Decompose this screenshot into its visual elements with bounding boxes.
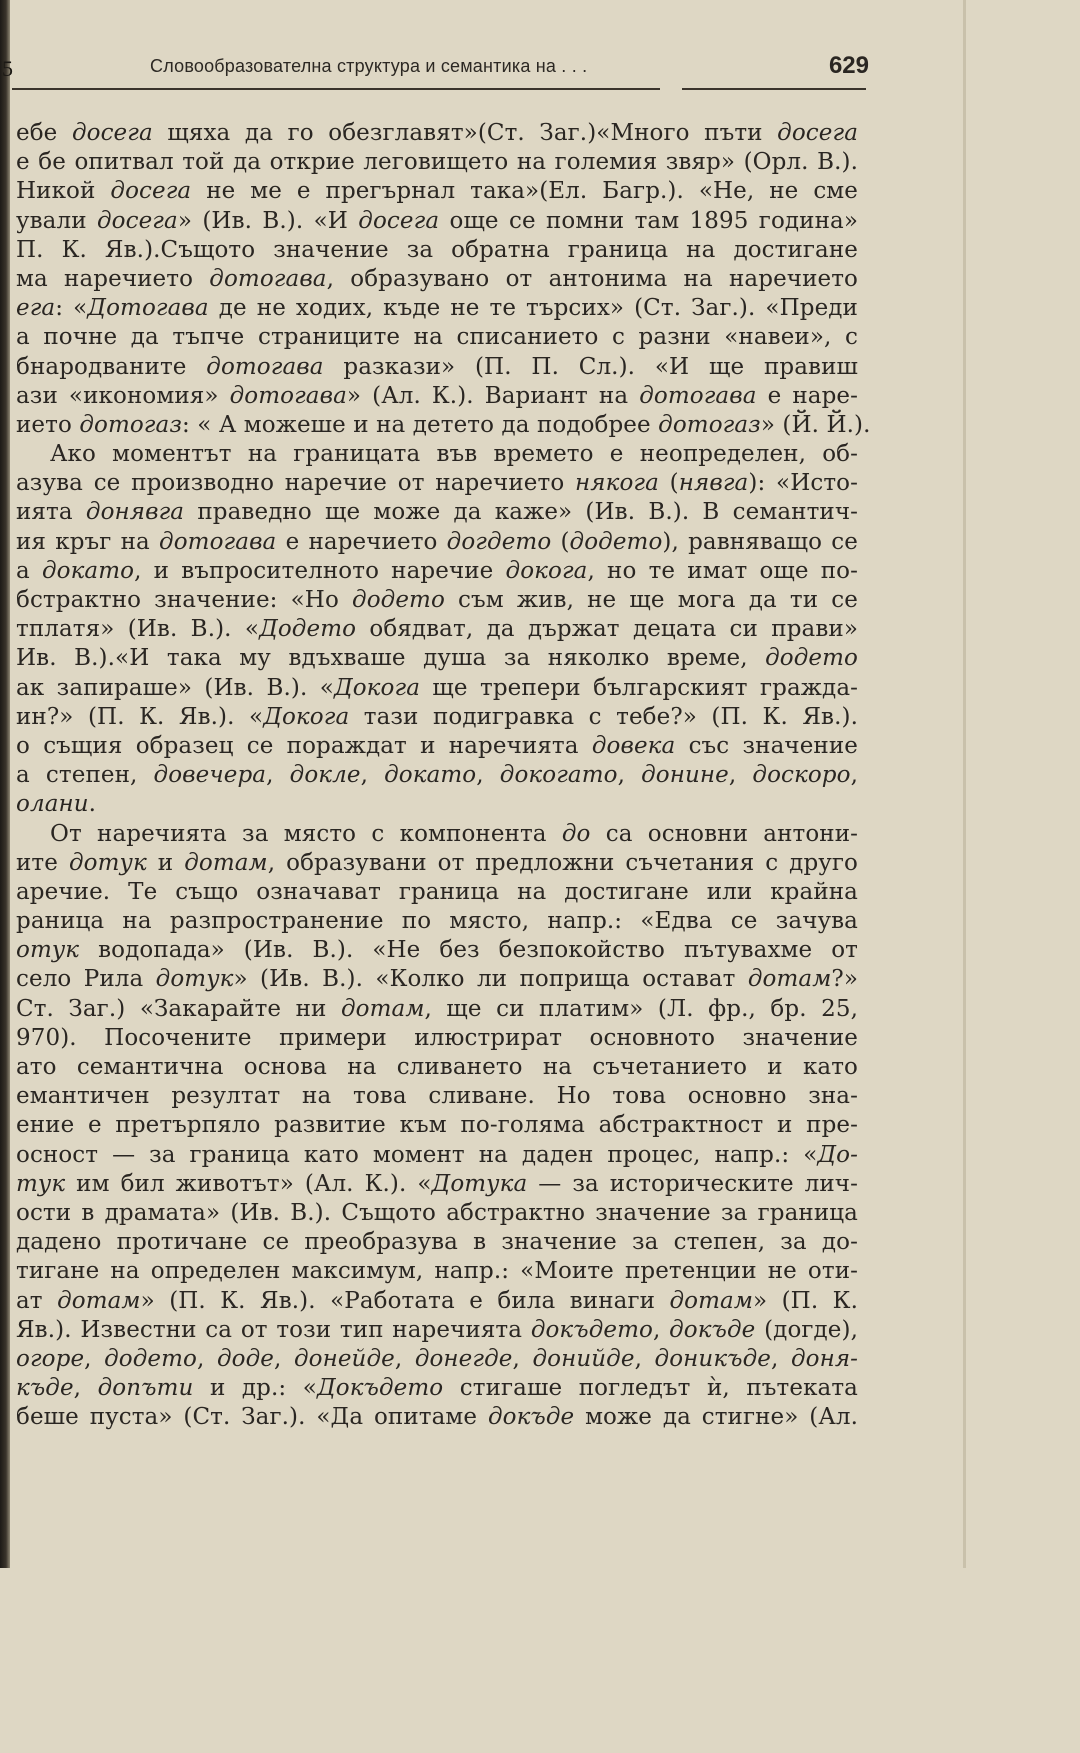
text-run: Яв.). Известни са от този тип наречията <box>16 1316 531 1343</box>
text-run: ще трепери българският гражда- <box>420 674 859 701</box>
italic-term: докле <box>289 762 361 789</box>
text-run: » (Ив. В.). «И <box>177 207 359 234</box>
text-run: , <box>771 1345 791 1372</box>
italic-term: досега <box>71 120 153 146</box>
text-run: ( <box>551 528 570 555</box>
page-number: 629 <box>828 52 869 79</box>
text-run: ат <box>16 1287 58 1314</box>
italic-term: довека <box>591 732 676 759</box>
text-run: село Рила <box>16 966 156 993</box>
text-run: ( <box>658 470 679 497</box>
text-run: е наре- <box>756 382 858 409</box>
text-line <box>16 1199 858 1228</box>
text-line <box>16 907 858 936</box>
text-run: и <box>146 849 185 876</box>
text-line <box>16 1316 858 1345</box>
text-run: . <box>88 791 97 818</box>
text-run: » (П. К. Яв.). «Работата е била винаги <box>140 1287 670 1314</box>
italic-term: донийде <box>532 1345 635 1372</box>
text-run: емантичен резултат на това сливане. Но това основно зна- <box>16 1083 858 1110</box>
text-line <box>16 1024 858 1053</box>
text-line <box>16 995 858 1024</box>
text-run: праведно ще може да каже» (Ив. В.). В семантич- <box>184 499 858 526</box>
text-run: Ив. В.).«И така му вдъхваше душа за няколко време, <box>16 645 766 672</box>
text-run: им бил животът» (Ал. К.). « <box>65 1170 432 1197</box>
italic-term: дотам <box>669 1287 753 1314</box>
text-run: , <box>197 1345 217 1372</box>
body-text <box>16 119 871 1432</box>
text-run: ), равняващо се <box>662 528 859 555</box>
text-run: ин?» (П. К. Яв.). « <box>16 703 264 730</box>
text-run: ази «икономия» <box>16 382 230 409</box>
text-run: а <box>16 557 42 584</box>
italic-term: докъде <box>487 1404 575 1431</box>
text-line <box>16 177 858 206</box>
italic-term: донявга <box>85 499 185 526</box>
italic-term: Докога <box>333 674 421 701</box>
italic-term: дотам <box>340 995 425 1022</box>
text-run: съм жив, не ще мога да ти се <box>444 587 858 613</box>
italic-term: допъти <box>97 1375 194 1402</box>
italic-term: до <box>561 820 591 847</box>
italic-term: някога <box>575 470 659 497</box>
italic-term: досега <box>777 120 859 146</box>
italic-term: додето <box>765 645 858 672</box>
text-run: аречие. Те също означават граница на достигане или крайна <box>16 878 858 905</box>
text-line <box>16 732 858 761</box>
text-run: ато семантична основа на сливането на съчетанието и като <box>16 1054 858 1080</box>
text-line <box>16 236 858 265</box>
text-run: тази подигравка с тебе?» (П. К. Яв.). <box>349 703 858 730</box>
text-run: ): «Исто- <box>748 470 858 497</box>
text-line <box>16 1403 858 1432</box>
italic-term: доде <box>216 1345 274 1372</box>
text-run: раница на разпространение по място, напр.: «Едва се зачува <box>16 908 858 935</box>
italic-term: тук <box>16 1170 66 1197</box>
italic-term: дотук <box>155 966 234 993</box>
text-run: тигане на определен максимум, напр.: «Моите претенции не оти- <box>16 1258 858 1285</box>
italic-term: дотогаз <box>79 411 182 438</box>
italic-term: доникъде <box>654 1345 771 1372</box>
text-run: е наречието <box>276 528 447 555</box>
italic-term: додето <box>569 528 663 555</box>
text-run: 970). Посочените примери илюстрират основното значение <box>16 1024 858 1051</box>
italic-term: дотогава <box>639 382 757 409</box>
text-run: беше пуста» (Ст. Заг.). «Да опитаме <box>16 1404 488 1431</box>
text-line <box>16 353 858 382</box>
text-line <box>16 1053 858 1082</box>
text-run: , ще си платим» (Л. фр., бр. 25, <box>424 995 858 1022</box>
italic-term: олани <box>16 791 89 818</box>
text-run: и др.: « <box>193 1375 317 1402</box>
text-run: азува се производно наречие от наречието <box>16 470 576 497</box>
text-line <box>16 411 871 440</box>
text-line <box>16 674 858 703</box>
text-run: П. К. Яв.).Същото значение за обратна граница на достигане <box>16 236 858 263</box>
italic-term: дотогава <box>209 265 327 292</box>
text-line <box>16 790 858 819</box>
italic-term: Докъдето <box>316 1375 444 1402</box>
header-rule-gap <box>660 87 682 91</box>
italic-term: досега <box>110 178 192 205</box>
text-run: , <box>360 762 385 789</box>
text-run: , <box>634 1345 655 1372</box>
text-run: Ако моментът на границата във времето е неопределен, об- <box>50 441 858 468</box>
text-run: стигаше погледът ѝ, пътеката <box>443 1375 858 1402</box>
text-run: , <box>84 1345 105 1372</box>
text-run: е бе опитвал той да открие леговището на големия звяр» (Орл. В.). <box>16 149 858 176</box>
text-line <box>16 1345 858 1374</box>
text-line <box>16 1111 858 1140</box>
text-run: , и въпросителното наречие <box>134 557 506 584</box>
text-run: — за историческите лич- <box>527 1170 858 1197</box>
text-run: със значение <box>675 732 858 759</box>
text-line <box>16 703 858 732</box>
italic-term: къде <box>16 1375 74 1402</box>
italic-term: докогато <box>499 762 618 789</box>
italic-term: дотогаз <box>658 411 761 438</box>
italic-term: Додето <box>259 616 357 643</box>
text-run: о същия образец се пораждат и наречията <box>16 732 592 759</box>
page-gutter-shadow <box>0 0 10 1568</box>
text-run: Никой <box>16 178 111 205</box>
text-line <box>16 1082 858 1111</box>
italic-term: докато <box>384 762 477 789</box>
text-line <box>16 294 858 323</box>
italic-term: огоре <box>16 1345 85 1372</box>
italic-term: дотогава <box>159 528 277 555</box>
text-run: а степен, <box>16 762 154 789</box>
text-run: още се помни там 1895 година» <box>439 207 859 234</box>
text-run: осност — за граница като момент на даден процес, напр.: « <box>16 1141 818 1168</box>
italic-term: дотогава <box>229 382 347 409</box>
text-line <box>16 265 858 294</box>
text-line <box>16 469 858 498</box>
text-run: : « <box>55 295 88 322</box>
italic-term: додето <box>104 1345 197 1372</box>
text-run: От наречията за място с компонента <box>50 820 562 847</box>
text-line <box>16 557 858 586</box>
text-run: щяха да го обезглавят»(Ст. Заг.)«Много пъти <box>152 120 778 146</box>
text-run: ?» <box>831 966 858 993</box>
text-line <box>16 615 858 644</box>
italic-term: доскоро <box>752 762 851 789</box>
text-run: , <box>394 1345 415 1372</box>
italic-term: нявга <box>678 470 749 497</box>
text-line <box>16 1374 858 1403</box>
text-run: , <box>476 762 500 789</box>
text-run: тплатя» (Ив. В.). « <box>16 616 260 643</box>
text-line <box>16 323 858 352</box>
italic-term: дотам <box>747 966 832 993</box>
text-run: Ст. Заг.) «Закарайте ни <box>16 995 341 1022</box>
italic-term: донине <box>641 762 729 789</box>
text-run: , <box>73 1375 98 1402</box>
text-run: , <box>273 1345 294 1372</box>
text-run: » (Ал. К.). Вариант на <box>346 382 640 409</box>
text-line <box>16 761 858 790</box>
italic-term: Дотука <box>431 1170 528 1197</box>
text-run: обядват, да държат децата си прави» <box>356 616 858 643</box>
text-run: не ме е прегърнал така»(Ел. Багр.). «Не, не сме <box>191 178 859 205</box>
text-run: ости в драмата» (Ив. В.). Същото абстрактно значение за граница <box>16 1199 858 1226</box>
text-run: ията <box>16 499 86 526</box>
text-line <box>16 148 858 177</box>
text-run: » (Ив. В.). «Колко ли поприща остават <box>233 966 748 993</box>
text-run: ебе <box>16 120 72 146</box>
text-run: ието <box>16 411 80 438</box>
italic-term: докато <box>41 557 135 584</box>
italic-term: Докога <box>263 703 350 730</box>
text-line <box>16 440 858 469</box>
italic-term: дотук <box>68 849 147 876</box>
text-run: » (П. К. <box>753 1287 858 1314</box>
running-head: Словообразователна структура и семантика на . . . <box>150 56 588 76</box>
italic-term: довечера <box>153 762 267 789</box>
text-run: , <box>728 762 753 789</box>
text-run: , <box>652 1316 670 1343</box>
text-run: а почне да тъпче страниците на списанието с разни «навеи», с <box>16 324 858 351</box>
italic-term: догдето <box>446 528 552 555</box>
text-line <box>16 119 858 148</box>
text-run: , <box>850 762 858 789</box>
italic-term: докъдето <box>530 1316 653 1343</box>
text-run: може да стигне» (Ал. <box>574 1404 858 1431</box>
text-run: , но те имат още по- <box>587 557 858 584</box>
text-run: , образувано от антонима на наречието <box>326 265 858 292</box>
text-run: , <box>617 762 642 789</box>
text-line <box>16 1141 858 1170</box>
text-run: (догде), <box>755 1316 858 1343</box>
previous-page-number-fragment: 5 <box>2 56 13 81</box>
text-line <box>16 644 858 673</box>
text-line <box>16 936 858 965</box>
text-run: разкази» (П. П. Сл.). «И ще правиш <box>323 353 858 380</box>
text-run: : « А можеше и на детето да подобрее <box>182 411 659 438</box>
text-line <box>16 965 858 994</box>
text-run: дадено протичане се преобразува в значение за степен, за до- <box>16 1229 858 1256</box>
text-run: ма наречието <box>16 265 210 292</box>
text-line <box>16 878 858 907</box>
italic-term: До- <box>817 1141 858 1168</box>
text-run: бнародваните <box>16 353 207 380</box>
text-run: , образувани от предложни съчетания с друго <box>267 849 858 876</box>
text-run: ение е претърпяло развитие към по-голяма абстрактност и пре- <box>16 1112 858 1139</box>
text-run: ували <box>16 207 97 234</box>
text-run: ите <box>16 849 69 876</box>
italic-term: доня- <box>790 1345 859 1372</box>
italic-term: Дотогава <box>87 295 209 322</box>
text-line <box>16 528 858 557</box>
header-rule <box>12 88 866 90</box>
text-run: са основни антони- <box>590 820 858 847</box>
page-header <box>150 52 869 86</box>
italic-term: дотам <box>184 849 268 876</box>
italic-term: додето <box>352 587 445 613</box>
italic-term: досега <box>358 207 440 234</box>
italic-term: отук <box>16 937 80 964</box>
text-run: ия кръг на <box>16 528 160 555</box>
text-line <box>16 1228 858 1257</box>
text-line <box>16 849 858 878</box>
text-line <box>16 382 858 411</box>
text-line <box>16 1170 858 1199</box>
text-run: де не ходих, къде не те търсих» (Ст. Заг.). «Преди <box>208 295 858 322</box>
italic-term: донегде <box>414 1345 513 1372</box>
text-run: ак запираше» (Ив. В.). « <box>16 674 334 701</box>
text-line <box>16 207 858 236</box>
text-run: , <box>266 762 290 789</box>
italic-term: докъде <box>669 1316 756 1343</box>
text-run: » (Й. Й.). <box>760 411 871 438</box>
italic-term: ега <box>16 295 56 322</box>
text-line <box>16 1287 858 1316</box>
italic-term: докога <box>505 557 588 584</box>
text-line <box>16 1257 858 1286</box>
italic-term: дотогава <box>206 353 324 380</box>
italic-term: досега <box>96 207 178 234</box>
text-run: водопада» (Ив. В.). «Не без безпокойство пътувахме от <box>79 937 858 964</box>
italic-term: дотам <box>57 1287 141 1314</box>
text-line <box>16 820 858 849</box>
page-edge-right <box>963 0 966 1568</box>
italic-term: донейде <box>293 1345 395 1372</box>
text-line <box>16 498 858 527</box>
text-line <box>16 586 858 615</box>
text-run: бстрактно значение: «Но <box>16 587 353 613</box>
text-run: , <box>512 1345 533 1372</box>
